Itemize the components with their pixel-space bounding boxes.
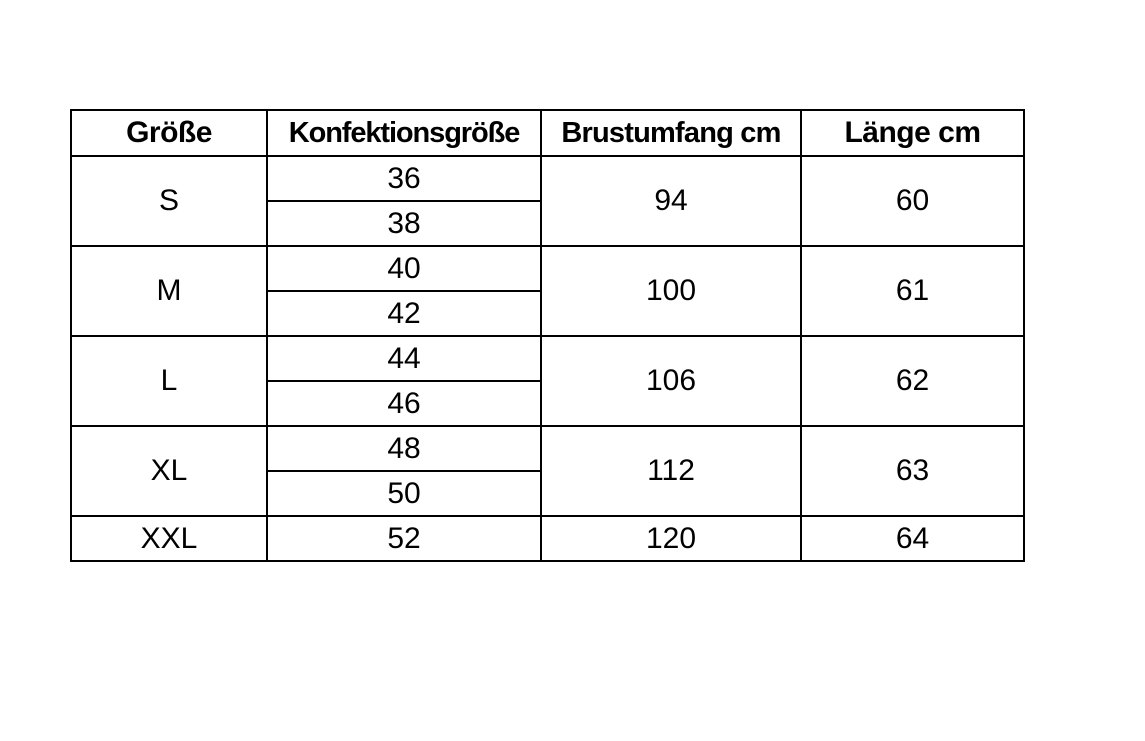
brustumfang-cell: 120 bbox=[541, 516, 801, 561]
size-cell: S bbox=[71, 156, 267, 246]
laenge-cell: 62 bbox=[801, 336, 1024, 426]
brustumfang-cell: 100 bbox=[541, 246, 801, 336]
header-konfektionsgroesse: Konfektionsgröße bbox=[267, 110, 541, 156]
konfektion-cell: 36 bbox=[267, 156, 541, 201]
size-cell: XL bbox=[71, 426, 267, 516]
laenge-cell: 61 bbox=[801, 246, 1024, 336]
konfektion-cell: 42 bbox=[267, 291, 541, 336]
laenge-cell: 63 bbox=[801, 426, 1024, 516]
konfektion-cell: 50 bbox=[267, 471, 541, 516]
size-cell: XXL bbox=[71, 516, 267, 561]
laenge-cell: 64 bbox=[801, 516, 1024, 561]
table-row bbox=[71, 516, 1024, 561]
brustumfang-cell: 106 bbox=[541, 336, 801, 426]
table-row bbox=[71, 426, 1024, 471]
header-laenge: Länge cm bbox=[801, 110, 1024, 156]
size-cell: M bbox=[71, 246, 267, 336]
konfektion-cell: 44 bbox=[267, 336, 541, 381]
laenge-cell: 60 bbox=[801, 156, 1024, 246]
table-row bbox=[71, 156, 1024, 201]
size-cell: L bbox=[71, 336, 267, 426]
konfektion-cell: 46 bbox=[267, 381, 541, 426]
brustumfang-cell: 112 bbox=[541, 426, 801, 516]
table-row bbox=[71, 336, 1024, 381]
brustumfang-cell: 94 bbox=[541, 156, 801, 246]
konfektion-cell: 48 bbox=[267, 426, 541, 471]
header-row bbox=[71, 110, 1024, 156]
size-chart-table bbox=[70, 109, 1025, 562]
table-row bbox=[71, 246, 1024, 291]
header-groesse: Größe bbox=[71, 110, 267, 156]
header-brustumfang: Brustumfang cm bbox=[541, 110, 801, 156]
konfektion-cell: 38 bbox=[267, 201, 541, 246]
konfektion-cell: 40 bbox=[267, 246, 541, 291]
konfektion-cell: 52 bbox=[267, 516, 541, 561]
